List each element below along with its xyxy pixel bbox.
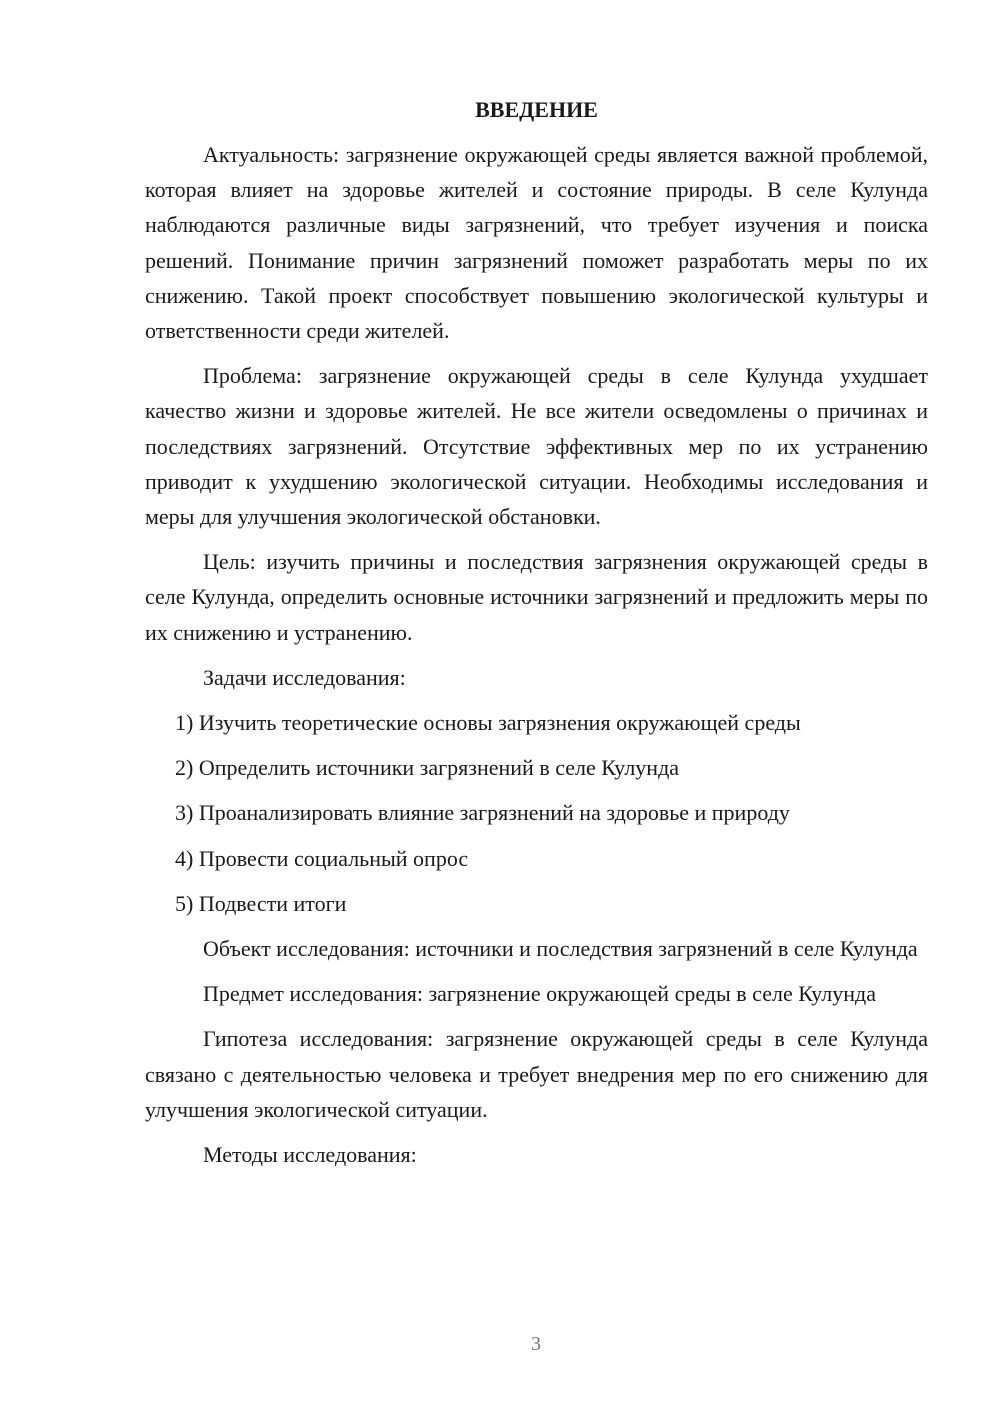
task-item: 4) Провести социальный опрос: [175, 845, 469, 871]
task-item: 2) Определить источники загрязнений в селе Кулунда: [175, 755, 680, 781]
methods-label: Методы исследования:: [203, 1142, 417, 1168]
tasks-list: [145, 705, 928, 921]
object-paragraph: Объект исследования: источники и последствия загрязнений в селе Кулунда: [203, 936, 918, 962]
tasks-label: Задачи исследования:: [203, 664, 406, 690]
subject-paragraph: Предмет исследования: загрязнение окружающей среды в селе Кулунда: [203, 981, 876, 1007]
document-page: [145, 95, 928, 1182]
goal-paragraph: Цель: изучить причины и последствия загрязнения окружающей среды в селе Кулунда, определить основные источники загрязнений и предложить меры по их снижению и устранению.: [145, 549, 928, 645]
task-item: 3) Проанализировать влияние загрязнений на здоровье и природу: [175, 800, 790, 826]
relevance-paragraph: Актуальность: загрязнение окружающей среды является важной проблемой, которая влияет на здоровье жителей и состояние природы. В селе Кулунда наблюдаются различные виды загрязнений, что требует изучения и поиска решений. Понимание причин загрязнений поможет разработать меры по их снижению. Такой проект способствует повышению экологической культуры и ответственности среди жителей.: [145, 142, 928, 344]
problem-paragraph: Проблема: загрязнение окружающей среды в селе Кулунда ухудшает качество жизни и здоровье жителей. Не все жители осведомлены о причинах и последствиях загрязнений. Отсутствие эффективных мер по их устранению приводит к ухудшению экологической ситуации. Необходимы исследования и меры для улучшения экологической обстановки.: [145, 363, 928, 530]
page-title: ВВЕДЕНИЕ: [475, 97, 598, 122]
task-item: 1) Изучить теоретические основы загрязнения окружающей среды: [175, 710, 801, 736]
hypothesis-paragraph: Гипотеза исследования: загрязнение окружающей среды в селе Кулунда связано с деятельностью человека и требует внедрения мер по его снижению для улучшения экологической ситуации.: [145, 1026, 928, 1122]
task-item: 5) Подвести итоги: [175, 890, 347, 916]
page-number: 3: [531, 1333, 541, 1355]
